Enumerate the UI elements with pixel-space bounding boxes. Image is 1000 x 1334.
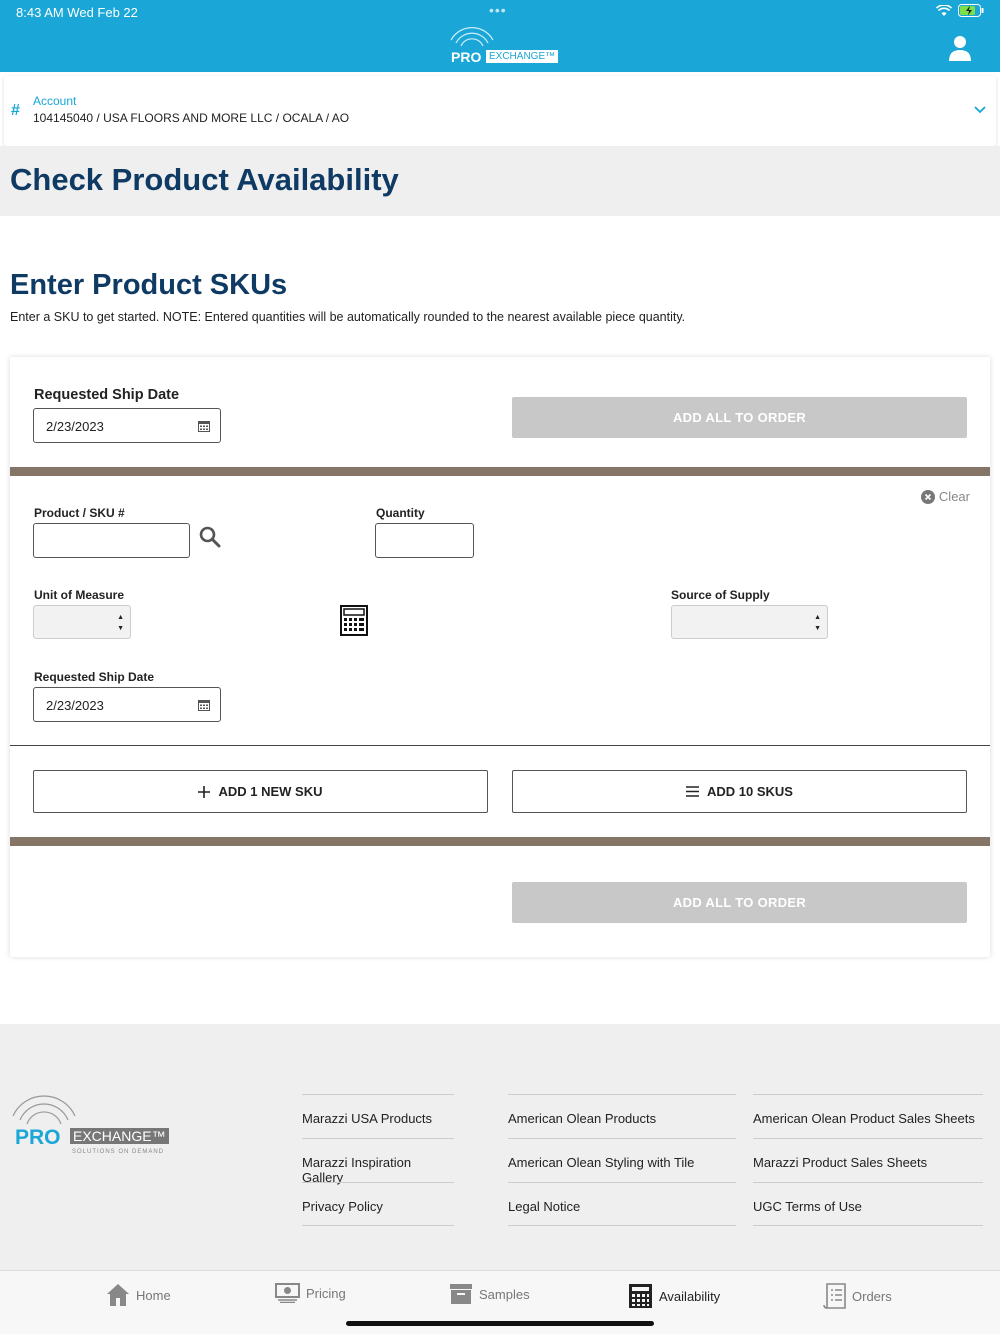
- section-note: Enter a SKU to get started. NOTE: Entered quantities will be automatically rounded to the nearest available piece quantity.: [10, 310, 686, 324]
- hash-icon: #: [11, 102, 20, 119]
- source-of-supply-select[interactable]: [671, 605, 828, 639]
- footer-link[interactable]: Privacy Policy: [302, 1182, 454, 1226]
- add-10-skus-label: ADD 10 SKUS: [707, 784, 793, 799]
- unit-of-measure-select[interactable]: [33, 605, 131, 639]
- tab-home[interactable]: [106, 1283, 171, 1307]
- battery-icon: [958, 4, 984, 17]
- sku-entry-card: [10, 357, 990, 957]
- logo-pro-text: PRO: [451, 49, 482, 65]
- footer-logo-tagline: SOLUTIONS ON DEMAND: [72, 1149, 165, 1155]
- line-ship-date-input[interactable]: [33, 687, 221, 722]
- requested-ship-date-label: Requested Ship Date: [34, 387, 180, 403]
- status-time: 8:43 AM Wed Feb 22: [16, 5, 138, 20]
- line-divider: [10, 745, 990, 746]
- title-band: [0, 146, 1000, 216]
- app-header: [0, 0, 1000, 72]
- calculator-icon: [628, 1283, 653, 1309]
- product-sku-input[interactable]: [33, 523, 190, 558]
- tab-pricing-label: Pricing: [306, 1285, 346, 1301]
- select-arrows-icon: ▲ ▼: [117, 614, 124, 632]
- section-divider-bottom: [10, 837, 990, 846]
- account-label: Account: [33, 94, 77, 108]
- add-1-new-sku-label: ADD 1 NEW SKU: [218, 784, 323, 799]
- add-all-to-order-button-top[interactable]: ADD ALL TO ORDER: [512, 397, 967, 438]
- multitask-dots[interactable]: •••: [489, 2, 507, 18]
- footer-logo-pro: PRO: [15, 1126, 61, 1149]
- add-1-new-sku-button[interactable]: [33, 770, 488, 813]
- clear-button[interactable]: [921, 489, 970, 504]
- home-icon: [106, 1283, 130, 1307]
- footer-link[interactable]: American Olean Products: [508, 1094, 736, 1138]
- wifi-icon: [936, 5, 952, 17]
- list-icon: [686, 786, 699, 797]
- account-value: 104145040 / USA FLOORS AND MORE LLC / OCALA / AO: [33, 111, 350, 125]
- add-all-to-order-button-bottom[interactable]: ADD ALL TO ORDER: [512, 882, 967, 923]
- archive-box-icon: [449, 1283, 473, 1305]
- section-title: Enter Product SKUs: [10, 269, 288, 301]
- tab-availability-label: Availability: [659, 1288, 721, 1304]
- money-icon: [275, 1283, 300, 1303]
- footer-link[interactable]: American Olean Product Sales Sheets: [753, 1094, 983, 1138]
- tab-home-label: Home: [136, 1287, 171, 1303]
- tab-orders[interactable]: [823, 1283, 892, 1309]
- clear-label: Clear: [938, 489, 970, 504]
- footer-link[interactable]: American Olean Styling with Tile: [508, 1138, 736, 1182]
- requested-ship-date-input[interactable]: [33, 408, 221, 443]
- search-icon[interactable]: [199, 526, 221, 548]
- tab-availability[interactable]: [628, 1283, 720, 1309]
- footer-column-2: [508, 1094, 736, 1226]
- section-divider-top: [10, 467, 990, 476]
- tab-pricing[interactable]: [275, 1283, 346, 1303]
- page-title: Check Product Availability: [10, 162, 399, 197]
- calendar-icon[interactable]: [198, 420, 210, 432]
- close-circle-icon: [921, 490, 935, 504]
- logo-exchange-text: EXCHANGE™: [486, 50, 558, 63]
- quantity-label: Quantity: [376, 506, 425, 520]
- footer-logo-exchange: EXCHANGE™: [70, 1128, 169, 1144]
- footer-link[interactable]: Marazzi Inspiration Gallery: [302, 1138, 454, 1182]
- bottom-tab-bar: [0, 1270, 1000, 1334]
- chevron-down-icon[interactable]: [974, 104, 986, 114]
- requested-ship-date-value: 2/23/2023: [46, 419, 104, 434]
- product-sku-label: Product / SKU #: [34, 506, 125, 520]
- home-indicator[interactable]: [346, 1321, 654, 1326]
- footer-column-3: [753, 1094, 983, 1226]
- user-profile-icon[interactable]: [948, 34, 972, 62]
- account-selector[interactable]: [4, 76, 996, 146]
- source-of-supply-label: Source of Supply: [671, 588, 770, 602]
- unit-of-measure-label: Unit of Measure: [34, 588, 125, 602]
- footer-link[interactable]: UGC Terms of Use: [753, 1182, 983, 1226]
- tab-orders-label: Orders: [852, 1288, 892, 1304]
- line-ship-date-value: 2/23/2023: [46, 698, 104, 713]
- tab-samples[interactable]: [449, 1283, 530, 1305]
- footer-column-1: [302, 1094, 454, 1226]
- calculator-icon[interactable]: [340, 605, 368, 636]
- document-list-icon: [823, 1283, 846, 1309]
- footer: [0, 1024, 1000, 1270]
- tab-samples-label: Samples: [479, 1286, 530, 1302]
- select-arrows-icon: ▲ ▼: [814, 614, 821, 632]
- signal-arcs-icon: [10, 1094, 80, 1126]
- quantity-input[interactable]: [375, 523, 474, 558]
- footer-logo: [10, 1094, 170, 1158]
- calendar-icon[interactable]: [198, 699, 210, 711]
- proexchange-logo: [446, 24, 556, 68]
- signal-arcs-icon: [448, 26, 498, 50]
- add-10-skus-button[interactable]: [512, 770, 967, 813]
- line-ship-date-label: Requested Ship Date: [34, 670, 155, 684]
- footer-link[interactable]: Legal Notice: [508, 1182, 736, 1226]
- plus-icon: [198, 786, 210, 798]
- footer-link[interactable]: Marazzi USA Products: [302, 1094, 454, 1138]
- footer-link[interactable]: Marazzi Product Sales Sheets: [753, 1138, 983, 1182]
- status-icons: [936, 4, 984, 17]
